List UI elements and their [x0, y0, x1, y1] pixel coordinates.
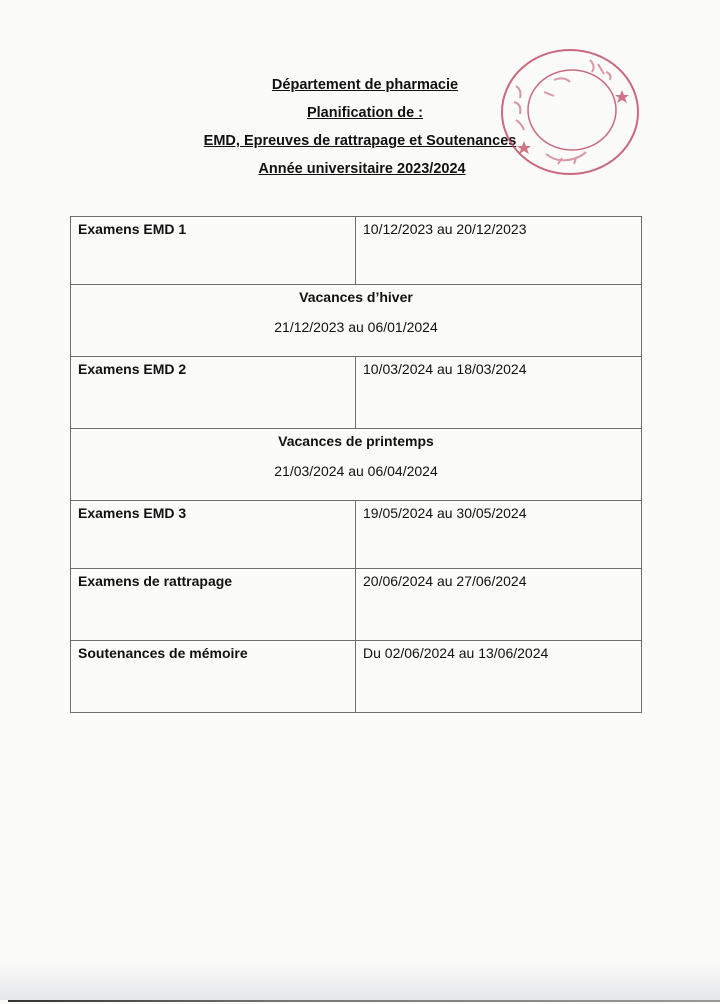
table-row [71, 501, 642, 569]
stamp-star-icon [615, 90, 629, 103]
period-label: Examens de rattrapage [71, 569, 356, 641]
page-bottom-edge [8, 1000, 720, 1002]
stamp-script-mark [590, 60, 611, 80]
schedule-table [70, 216, 642, 713]
department-title: Département de pharmacie [271, 77, 459, 93]
period-label: Examens EMD 2 [71, 357, 356, 429]
period-dates: 10/12/2023 au 20/12/2023 [356, 217, 642, 285]
academic-year: Année universitaire 2023/2024 [258, 161, 466, 177]
table-row [71, 217, 642, 285]
official-stamp [494, 46, 642, 180]
planning-subject: EMD, Epreuves de rattrapage et Soutenances [203, 133, 517, 149]
vacation-label: Vacances d’hiver [299, 289, 413, 305]
vacation-cell [71, 285, 642, 357]
period-dates: Du 02/06/2024 au 13/06/2024 [356, 641, 642, 713]
stamp-outer-ring [502, 50, 638, 174]
table-row [71, 285, 642, 357]
table-row [71, 357, 642, 429]
scan-shadow [0, 960, 720, 1000]
period-label: Examens EMD 3 [71, 501, 356, 569]
stamp-script-mark [514, 86, 524, 130]
period-label: Soutenances de mémoire [71, 641, 356, 713]
period-dates: 19/05/2024 au 30/05/2024 [356, 501, 642, 569]
vacation-cell [71, 429, 642, 501]
table-row [71, 429, 642, 501]
table-row [71, 569, 642, 641]
table-row [71, 641, 642, 713]
period-label: Examens EMD 1 [71, 217, 356, 285]
stamp-script-mark [546, 152, 586, 164]
planning-title: Planification de : [306, 105, 423, 121]
vacation-label: Vacances de printemps [278, 433, 434, 449]
stamp-inner-ring [528, 70, 616, 150]
vacation-dates: 21/03/2024 au 06/04/2024 [274, 463, 438, 479]
period-dates: 20/06/2024 au 27/06/2024 [356, 569, 642, 641]
vacation-dates: 21/12/2023 au 06/01/2024 [274, 319, 438, 335]
period-dates: 10/03/2024 au 18/03/2024 [356, 357, 642, 429]
stamp-script-mark [544, 78, 570, 96]
